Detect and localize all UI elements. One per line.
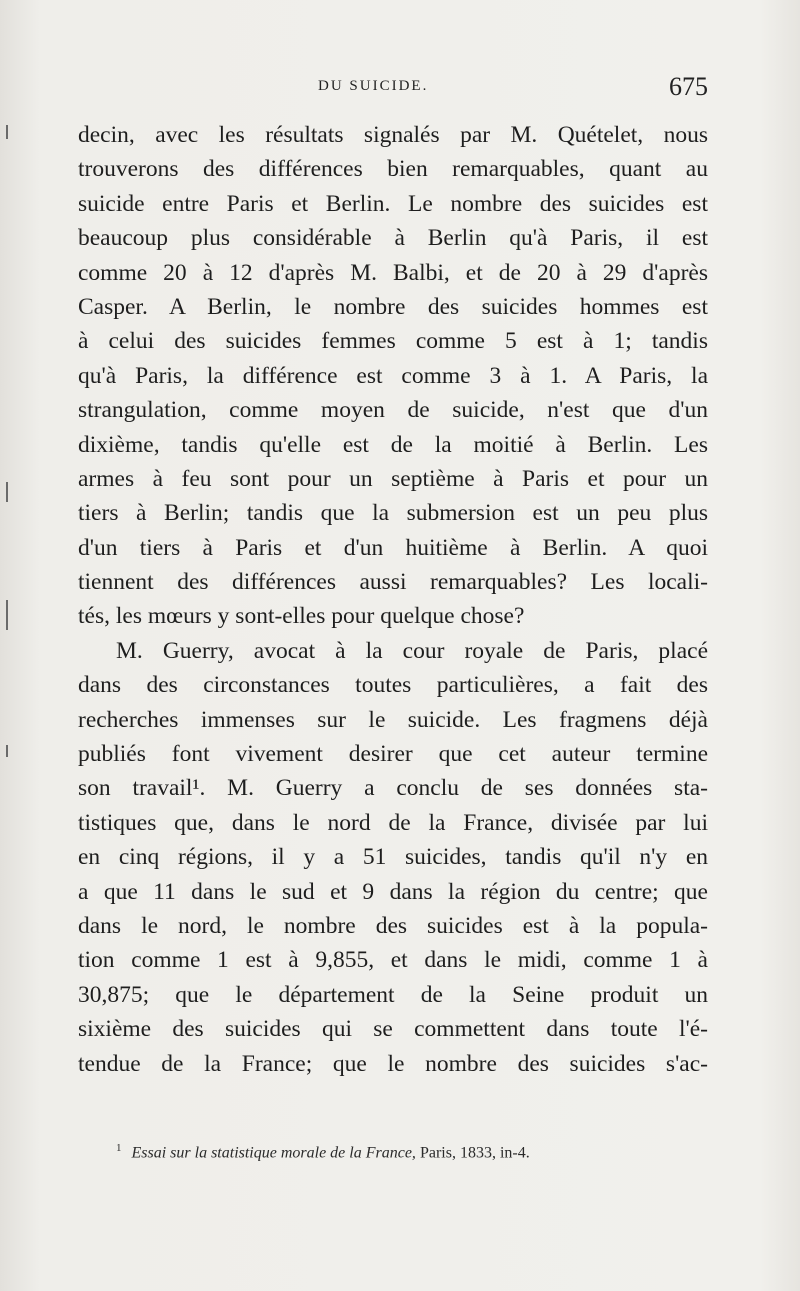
- text-line: decin, avec les résultats signalés par M. Quételet, nous: [78, 122, 708, 148]
- text-line: d'un tiers à Paris et d'un huitième à Berlin. A quoi: [78, 534, 708, 561]
- text-line: suicide entre Paris et Berlin. Le nombre des suicides est: [78, 190, 708, 217]
- page-number: 675: [669, 72, 708, 101]
- text-line: beaucoup plus considérable à Berlin qu'à Paris, il est: [78, 225, 708, 252]
- text-line: sixième des suicides qui se commettent dans toute l'é-: [78, 1016, 708, 1043]
- text-line: Casper. A Berlin, le nombre des suicides hommes est: [78, 293, 708, 320]
- text-line: comme 20 à 12 d'après M. Balbi, et de 20 à 29 d'après: [78, 259, 708, 286]
- text-line: recherches immenses sur le suicide. Les fragmens déjà: [78, 706, 708, 733]
- footnote-marker: 1: [116, 1142, 122, 1154]
- gutter-mark: [6, 745, 8, 757]
- text-line: tistiques que, dans le nord de la France, divisée par lui: [78, 809, 708, 836]
- gutter-mark: [6, 125, 8, 139]
- text-line: tés, les mœurs y sont-elles pour quelque chose?: [78, 603, 525, 630]
- text-line: tion comme 1 est à 9,855, et dans le midi, comme 1 à: [78, 947, 708, 974]
- gutter-mark: [6, 482, 8, 502]
- footnote: [116, 1142, 676, 1162]
- text-line: tendue de la France; que le nombre des suicides s'ac-: [78, 1050, 708, 1077]
- footnote-details: Paris, 1833, in-4.: [415, 1144, 530, 1162]
- text-line: 30,875; que le département de la Seine produit un: [78, 981, 708, 1008]
- running-head: DU SUICIDE.: [318, 78, 429, 94]
- text-line: en cinq régions, il y a 51 suicides, tandis qu'il n'y en: [78, 844, 708, 871]
- text-line: publiés font vivement desirer que cet auteur termine: [78, 741, 708, 768]
- footnote-title: Essai sur la statistique morale de la France,: [131, 1144, 416, 1162]
- text-line: armes à feu sont pour un septième à Paris et pour un: [78, 465, 708, 492]
- gutter-mark: [6, 600, 8, 630]
- text-line: M. Guerry, avocat à la cour royale de Paris, placé: [116, 637, 708, 664]
- text-line: son travail¹. M. Guerry a conclu de ses données sta-: [78, 775, 708, 802]
- body-text: [78, 118, 708, 1081]
- text-line: dans des circonstances toutes particulières, a fait des: [78, 672, 708, 699]
- text-line: dixième, tandis qu'elle est de la moitié à Berlin. Les: [78, 431, 708, 458]
- page-header: [78, 72, 708, 104]
- text-line: dans le nord, le nombre des suicides est à la popula-: [78, 912, 708, 939]
- text-line: à celui des suicides femmes comme 5 est à 1; tandis: [78, 328, 708, 355]
- text-line: qu'à Paris, la différence est comme 3 à 1. A Paris, la: [78, 362, 708, 389]
- text-line: strangulation, comme moyen de suicide, n'est que d'un: [78, 397, 708, 424]
- text-line: trouverons des différences bien remarquables, quant au: [78, 156, 708, 183]
- text-line: tiers à Berlin; tandis que la submersion est un peu plus: [78, 500, 708, 527]
- text-line: tiennent des différences aussi remarquables? Les locali-: [78, 569, 708, 596]
- text-line: a que 11 dans le sud et 9 dans la région du centre; que: [78, 878, 708, 905]
